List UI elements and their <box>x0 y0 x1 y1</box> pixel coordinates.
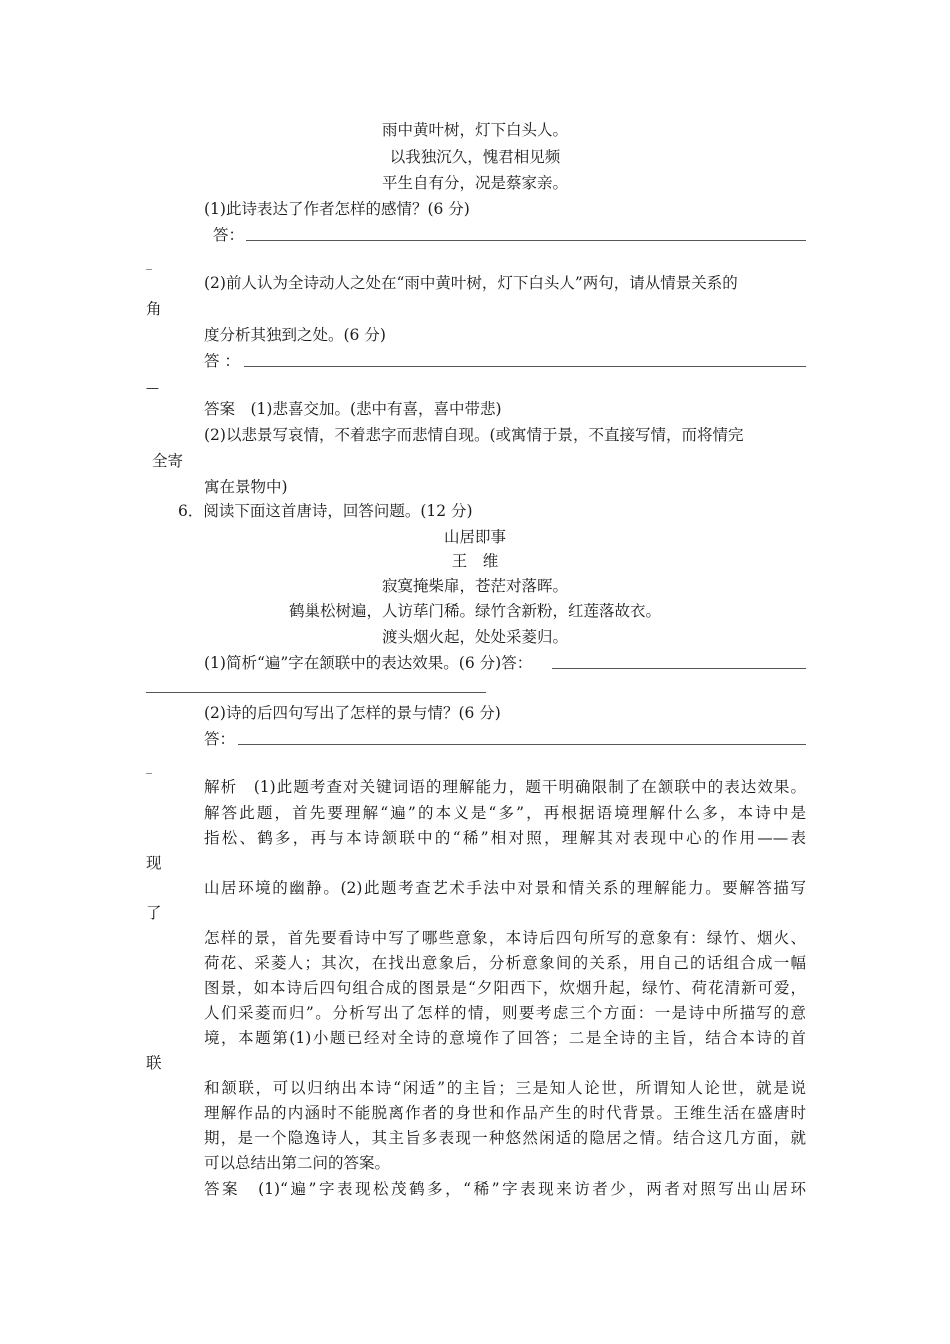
answer-label: 答： <box>204 730 236 748</box>
stray-mark: _ <box>146 256 152 270</box>
analysis-line: 指松、鹤多，再与本诗颔联中的“稀”相对照，理解其对表现中心的作用——表 <box>204 829 806 847</box>
wrapped-char: 了 <box>146 904 162 922</box>
answer-blank <box>244 366 806 367</box>
wrapped-char: 现 <box>146 854 162 872</box>
poem-line: 平生自有分，况是蔡家亲。 <box>381 174 568 192</box>
analysis-line: 解析 (1)此题考查对关键词语的理解能力，题干明确限制了在颔联中的表达效果。 <box>204 778 806 796</box>
wrapped-char: 联 <box>146 1054 162 1072</box>
answer-blank <box>146 692 486 693</box>
analysis-line: 期，是一个隐逸诗人，其主旨多表现一种悠然闲适的隐居之情。结合这几方面，就 <box>204 1129 806 1147</box>
analysis-line: 怎样的景，首先要看诗中写了哪些意象，本诗后四句所写的意象有：绿竹、烟火、 <box>204 929 806 947</box>
stray-mark: _ <box>146 760 152 774</box>
analysis-line: 理解作品的内涵时不能脱离作者的身世和作品产生的时代背景。王维生活在盛唐时 <box>204 1104 806 1122</box>
analysis-line: 山居环境的幽静。(2)此题考查艺术手法中对景和情关系的理解能力。要解答描写 <box>204 879 806 897</box>
analysis-line: 解答此题，首先要理解“遍”的本义是“多”，再根据语境理解什么多，本诗中是 <box>204 804 806 822</box>
analysis-line: 和颔联，可以归纳出本诗“闲适”的主旨；三是知人论世，所谓知人论世，就是说 <box>204 1079 806 1097</box>
answer-text: (2)以悲景写哀情，不着悲字而悲情自现。(或寓情于景，不直接写情，而将情完 <box>204 426 744 444</box>
wrapped-char: 角 <box>146 300 162 318</box>
poem-line: 以我独沉久，愧君相见频 <box>389 148 561 166</box>
analysis-line: 图景，如本诗后四句组合成的图景是“夕阳西下，炊烟升起，绿竹、荷花清新可爱， <box>204 979 806 997</box>
answer-text: 答案 (1)“遍”字表现松茂鹤多，“稀”字表现来访者少，两者对照写出山居环 <box>204 1180 806 1198</box>
question-heading: 6．阅读下面这首唐诗，回答问题。(12 分) <box>178 502 473 520</box>
stray-mark: — <box>146 381 159 396</box>
poem-author: 王 维 <box>451 552 499 570</box>
answer-text: 答案 (1)悲喜交加。(悲中有喜，喜中带悲) <box>204 400 502 418</box>
question-text: (1)此诗表达了作者怎样的感情？(6 分) <box>204 200 470 218</box>
analysis-line: 可以总结出第二问的答案。 <box>204 1154 391 1172</box>
answer-text: 寓在景物中) <box>204 478 288 496</box>
analysis-line: 境，本题第(1)小题已经对全诗的意境作了回答；二是全诗的主旨，结合本诗的首 <box>204 1029 806 1047</box>
answer-blank <box>246 240 806 241</box>
answer-label: 答 ： <box>204 352 240 370</box>
answer-blank <box>238 744 806 745</box>
poem-line: 寂寞掩柴扉，苍茫对落晖。 <box>381 577 568 595</box>
analysis-line: 人们采菱而归”。分析写出了怎样的情，则要考虑三个方面：一是诗中所描写的意 <box>204 1004 806 1022</box>
poem-line: 鹤巢松树遍，人访荜门稀。绿竹含新粉，红莲落故衣。 <box>288 602 661 620</box>
answer-blank <box>552 668 806 669</box>
analysis-line: 荷花、采菱人；其次，在找出意象后，分析意象间的关系，用自己的话组合成一幅 <box>204 954 806 972</box>
question-text: (1)简析“遍”字在颔联中的表达效果。(6 分)答： <box>204 654 533 672</box>
question-text: (2)诗的后四句写出了怎样的景与情？(6 分) <box>204 704 501 722</box>
answer-label: 答： <box>213 226 245 244</box>
poem-title: 山居即事 <box>443 528 506 546</box>
poem-line: 雨中黄叶树，灯下白头人。 <box>381 121 568 139</box>
wrapped-chars: 全寄 <box>152 452 184 470</box>
question-text: (2)前人认为全诗动人之处在“雨中黄叶树，灯下白头人”两句，请从情景关系的 <box>204 274 738 292</box>
poem-line: 渡头烟火起，处处采菱归。 <box>381 628 568 646</box>
question-text: 度分析其独到之处。(6 分) <box>204 326 386 344</box>
